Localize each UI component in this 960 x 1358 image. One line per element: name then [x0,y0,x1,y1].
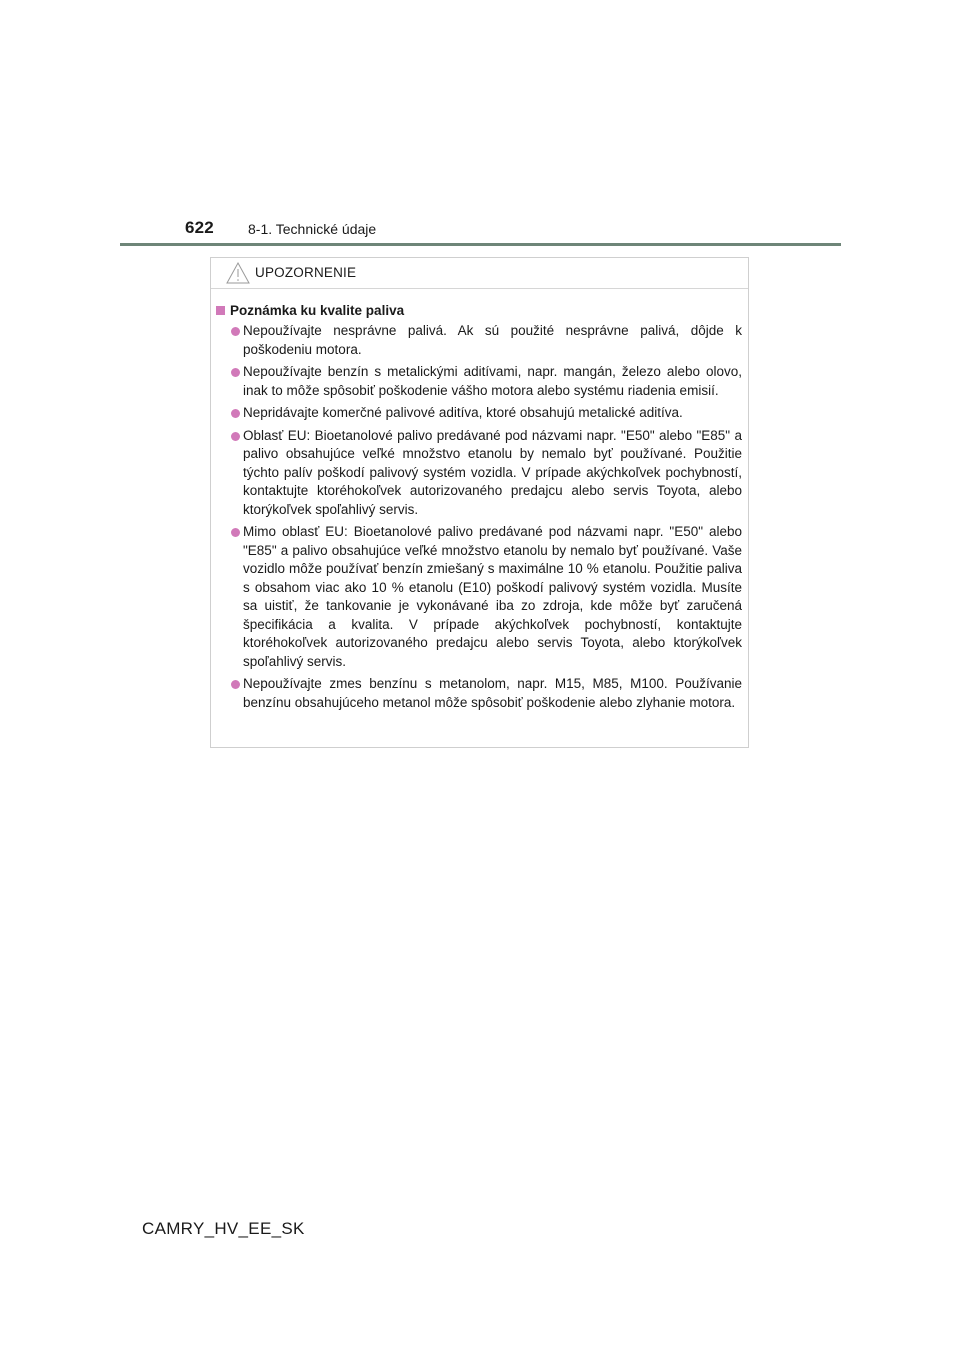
list-item [216,363,742,400]
caution-label: UPOZORNENIE [255,265,357,280]
bullet-icon [231,528,240,537]
bullet-icon [231,327,240,336]
square-bullet-icon [216,306,225,315]
list-item-text: Mimo oblasť EU: Bioetanolové palivo predávané pod názvami napr. "E50" alebo "E85" a palivo obsahujúce veľké množstvo etanolu by nemalo byť používané. Vaše vozidlo môže používať benzín zmiešaný s maximálne 10 % etanolu. Použitie paliva s obsahom viac ako 10 % etanolu (E10) poškodí palivový systém vozidla. Musíte sa uistiť, že tankovanie je vykonávané iba zo zdroja, kde môže byť zaručená špecifikácia a kvalita. V prípade akýchkoľvek pochybností, kontaktujte ktoréhokoľvek autorizovaného predajcu alebo servis Toyota, alebo ktorýkoľvek spoľahlivý servis. [243,524,742,669]
list-item [216,523,742,671]
list-item-text: Oblasť EU: Bioetanolové palivo predávané pod názvami napr. "E50" alebo "E85" a palivo obsahujúce veľké množstvo etanolu by nemalo byť používané. Použitie týchto palív poškodí palivový systém vozidla. V prípade akýchkoľvek pochybností, kontaktujte ktoréhokoľvek autorizovaného predajcu alebo servis Toyota, alebo ktorýkoľvek spoľahlivý servis. [243,427,742,517]
caution-header [211,258,748,289]
caution-heading-text: Poznámka ku kvalite paliva [230,303,405,318]
bullet-icon [231,368,240,377]
caution-body [211,289,748,712]
bullet-icon [231,680,240,689]
list-item-text: Nepoužívajte zmes benzínu s metanolom, napr. M15, M85, M100. Používanie benzínu obsahujúceho metanol môže spôsobiť poškodenie alebo zlyhanie motora. [243,676,742,710]
page-number: 622 [185,218,214,237]
caution-heading [216,301,742,320]
list-item-text: Nepoužívajte nesprávne palivá. Ak sú použité nesprávne palivá, dôjde k poškodeniu motora. [243,323,742,357]
bullet-icon [231,409,240,418]
section-title: 8-1. Technické údaje [248,221,377,237]
list-item [216,404,742,423]
caution-box [210,257,749,748]
header-rule [120,243,841,246]
list-item [216,322,742,359]
list-item [216,675,742,712]
bullet-icon [231,432,240,441]
list-item-text: Nepoužívajte benzín s metalickými aditívami, napr. mangán, železo alebo olovo, inak to môže spôsobiť poškodenie vášho motora alebo systému riadenia emisií. [243,364,742,398]
list-item-text: Nepridávajte komerčné palivové aditíva, ktoré obsahujú metalické aditíva. [243,405,683,420]
document-code: CAMRY_HV_EE_SK [142,1219,305,1238]
warning-triangle-icon [225,261,251,285]
list-item [216,427,742,520]
